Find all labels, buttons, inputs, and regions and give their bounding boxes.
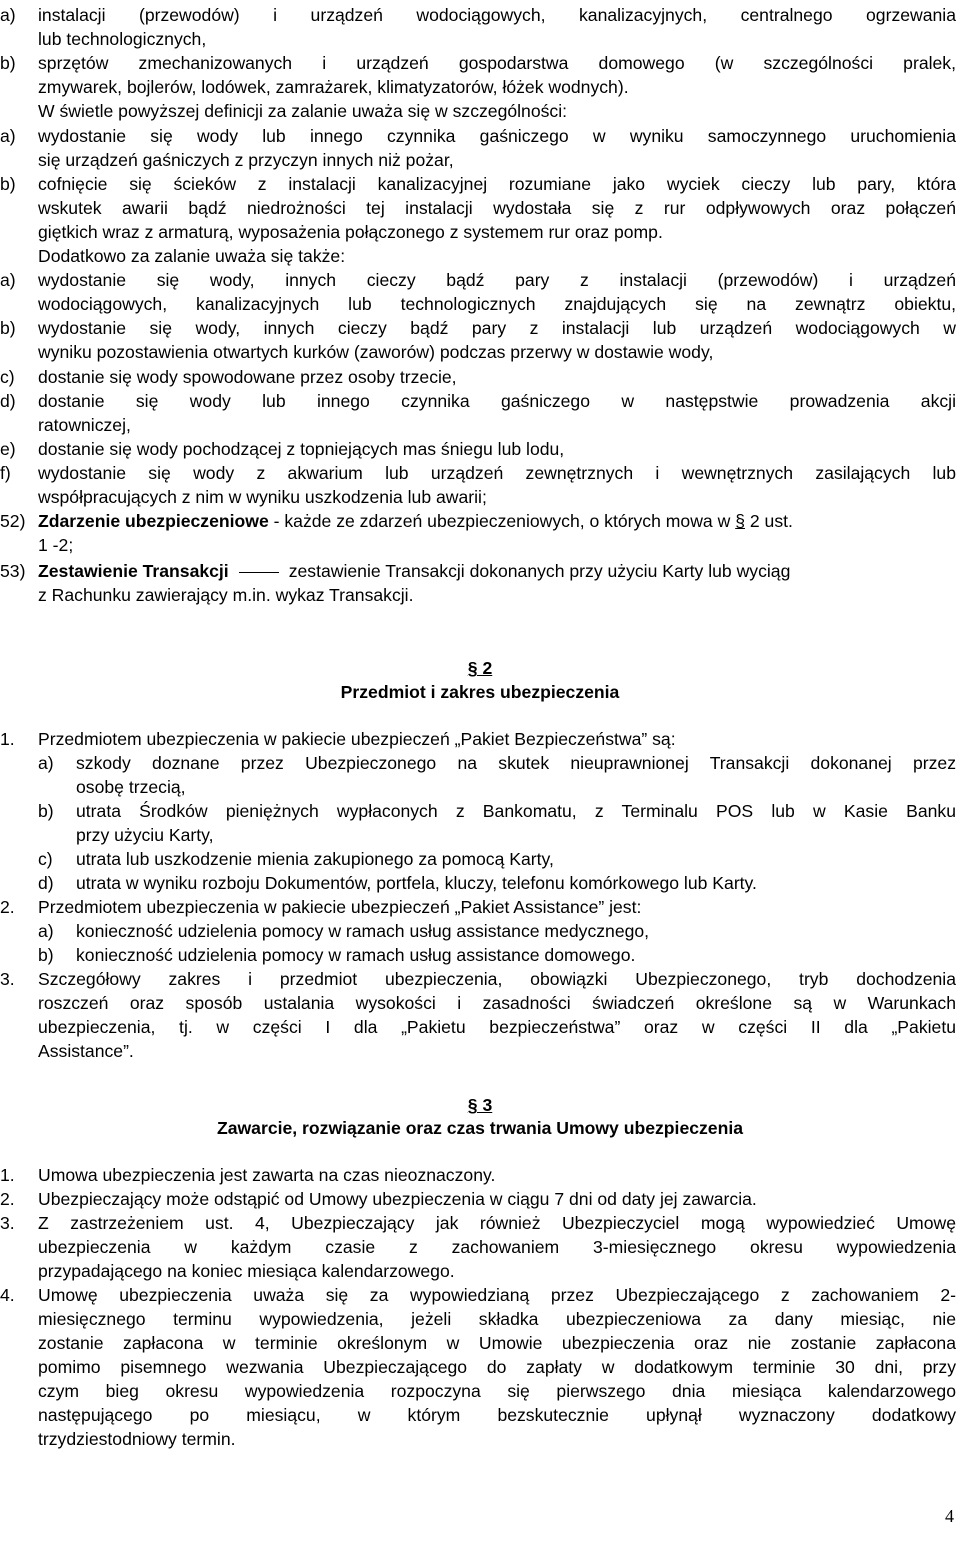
text-line: ubezpieczenia, tj. w części I dla „Pakietu bezpieczeństwa” oraz w części II dla „Pakietu [38,1017,956,1037]
item-label: d) [38,873,54,893]
text-line: Szczegółowy zakres i przedmiot ubezpieczenia, obowiązki Ubezpieczonego, tryb dochodzenia [38,969,956,989]
item-label: 1. [0,1165,15,1185]
text-line: dostanie się wody lub innego czynnika gaśniczego w następstwie prowadzenia akcji [38,390,956,411]
text-line: współpracujących z nim w wyniku uszkodzenia lub awarii; [38,487,487,507]
text-line: wyniku pozostawienia otwartych kurków (zaworów) podczas przerwy w dostawie wody, [38,342,714,363]
term-zestawienie: Zestawienie Transakcji [38,561,229,581]
text-line: Przedmiotem ubezpieczenia w pakiecie ubezpieczeń „Pakiet Assistance” jest: [38,897,642,917]
page-number: 4 [945,1506,954,1526]
item-label: a) [0,125,16,146]
item-label: d) [0,390,16,411]
term-zdarzenie: Zdarzenie ubezpieczeniowe [38,511,269,531]
item-label: b) [0,318,16,339]
definition-52-cont: 1 -2; [38,535,74,555]
text-line: przy użyciu Karty, [76,825,214,845]
text-line: się urządzeń gaśniczych z przyczyn innych niż pożar, [38,149,454,170]
def53-text: zestawienie Transakcji dokonanych przy użyciu Karty lub wyciąg [288,561,791,581]
item-label: b) [38,801,54,821]
item-label: 4. [0,1285,15,1305]
text-line: wydostanie się wody, innych cieczy bądź pary z instalacji (przewodów) i urządzeń [38,270,956,291]
text-line: W świetle powyższej definicji za zalanie uważa się w szczególności: [38,101,568,122]
text-line: zmywarek, bojlerów, lodówek, zamrażarek, klimatyzatorów, łóżek wodnych). [38,77,629,98]
text-line: wydostanie się wody lub innego czynnika gaśniczego w wyniku samoczynnego uruchomienia [38,125,956,146]
text-line: Z zastrzeżeniem ust. 4, Ubezpieczający jak również Ubezpieczyciel mogą wypowiedzieć Umowę [38,1213,956,1233]
text-line: wydostanie się wody z akwarium lub urządzeń zewnętrznych i wewnętrznych zasilających lub [38,462,956,483]
section-2-title: Przedmiot i zakres ubezpieczenia [340,682,620,702]
item-label: c) [38,849,53,869]
text-line: dostanie się wody spowodowane przez osoby trzecie, [38,366,457,387]
paragraph-symbol: § [735,511,745,531]
item-label: 1. [0,729,15,749]
text-line: cofnięcie się ścieków z instalacji kanalizacyjnej rozumiane jako wyciek cieczy lub pary, która [38,173,956,194]
text-line: konieczność udzielenia pomocy w ramach usług assistance medycznego, [76,921,650,941]
definition-53 [38,560,956,582]
text-line: miesięcznego terminu wypowiedzenia, jeżeli składka ubezpieczeniowa za dany miesiąc, nie [38,1309,956,1329]
text-line: wskutek awarii bądź niedrożności tej instalacji wydostała się z rur odpływowych oraz połączeń [38,197,956,218]
text-line: wydostanie się wody, innych cieczy bądź pary z instalacji lub urządzeń wodociągowych w [38,318,956,339]
section-3-number [0,1094,960,1116]
item-label: b) [38,945,54,965]
text-line: wodociągowych, kanalizacyjnych lub technologicznych znajdujących się na zewnątrz obiektu, [38,294,956,315]
item-label: a) [0,5,16,25]
item-label: a) [0,270,16,291]
definition-52 [38,510,956,532]
item-label: a) [38,921,54,941]
text-line: czym bieg okresu wypowiedzenia rozpoczyna się pierwszego dnia miesiąca kalendarzowego [38,1381,956,1401]
em-dash [239,572,279,573]
text-line: utrata Środków pieniężnych wypłaconych z Bankomatu, z Terminalu POS lub w Kasie Banku [76,801,956,821]
text-line: roszczeń oraz sposób ustalania wysokości i zasadności świadczeń określone są w Warunkach [38,993,956,1013]
item-label: b) [0,173,16,194]
text-line: Umowa ubezpieczenia jest zawarta na czas nieoznaczony. [38,1165,496,1185]
section-3-title: Zawarcie, rozwiązanie oraz czas trwania Umowy ubezpieczenia [216,1118,744,1138]
text-line: przypadającego na koniec miesiąca kalendarzowego. [38,1261,455,1281]
def52-ref: 2 ust. [744,511,793,531]
text-line: lub technologicznych, [38,29,207,50]
definition-53-cont: z Rachunku zawierający m.in. wykaz Transakcji. [38,585,414,605]
text-line: trzydziestodniowy termin. [38,1429,236,1449]
text-line: dostanie się wody pochodzącej z topniejących mas śniegu lub lodu, [38,438,565,459]
section-3-symbol: § 3 [467,1095,493,1115]
item-number-52: 52) [0,511,26,531]
text-line: ubezpieczenia w każdym czasie z zachowaniem 3-miesięcznego okresu wypowiedzenia [38,1237,956,1257]
item-label: f) [0,462,11,483]
item-number-53: 53) [0,561,26,581]
text-line: instalacji (przewodów) i urządzeń wodociągowych, kanalizacyjnych, centralnego ogrzewania [38,5,956,25]
text-line: Ubezpieczający może odstąpić od Umowy ubezpieczenia w ciągu 7 dni od daty jej zawarcia. [38,1189,757,1209]
text-line: zostanie zapłacona w terminie określonym w Umowie ubezpieczenia oraz nie zostanie zapłacona [38,1333,956,1353]
text-line: Dodatkowo za zalanie uważa się także: [38,246,346,266]
text-line: utrata w wyniku rozboju Dokumentów, portfela, kluczy, telefonu komórkowego lub Karty. [76,873,757,893]
section-2-symbol: § 2 [467,658,493,678]
text-line: ratowniczej, [38,414,131,435]
item-label: 3. [0,969,15,989]
item-label: 2. [0,1189,15,1209]
item-label: 2. [0,897,15,917]
text-line: Przedmiotem ubezpieczenia w pakiecie ubezpieczeń „Pakiet Bezpieczeństwa” są: [38,729,676,749]
item-label: 3. [0,1213,15,1233]
def52-text: - każde ze zdarzeń ubezpieczeniowych, o których mowa w [268,511,736,531]
text-line: szkody doznane przez Ubezpieczonego na skutek nieuprawnionej Transakcji dokonanej przez [76,753,956,773]
item-label: b) [0,53,16,74]
text-line: Assistance”. [38,1041,134,1061]
text-line: sprzętów zmechanizowanych i urządzeń gospodarstwa domowego (w szczególności pralek, [38,53,956,74]
text-line: giętkich wraz z armaturą, wyposażenia połączonego z systemem rur oraz pomp. [38,221,663,242]
section-2-number [0,657,960,679]
text-line: konieczność udzielenia pomocy w ramach usług assistance domowego. [76,945,636,965]
text-line: Umowę ubezpieczenia uważa się za wypowiedzianą przez Ubezpieczającego z zachowaniem 2- [38,1285,956,1305]
item-label: e) [0,438,16,459]
text-line: następującego po miesiącu, w którym bezskutecznie upłynął wyznaczony dodatkowy [38,1405,956,1425]
item-label: a) [38,753,54,773]
text-line: utrata lub uszkodzenie mienia zakupionego za pomocą Karty, [76,849,554,869]
text-line: pomimo pisemnego wezwania Ubezpieczającego do zapłaty w dodatkowym terminie 30 dni, przy [38,1357,956,1377]
text-line: osobę trzecią, [76,777,186,797]
item-label: c) [0,366,15,387]
